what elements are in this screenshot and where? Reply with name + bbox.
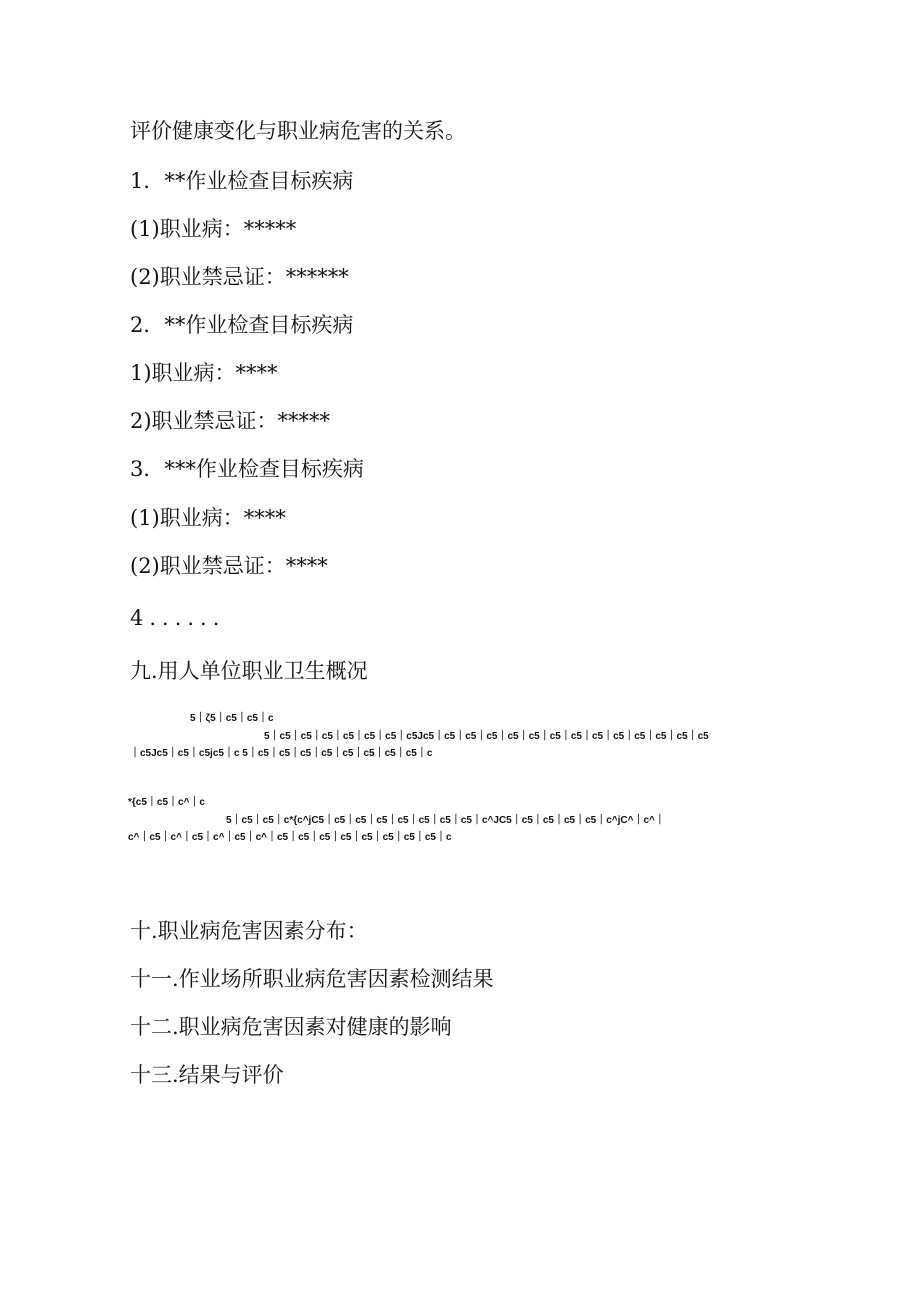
section-1-title: 1．**作业检查目标疾病 [130,169,354,193]
section-11-heading: 十一.作业场所职业病危害因素检测结果 [130,967,494,991]
section-1-item-1: (1)职业病：***** [130,217,297,241]
garbled-row: 5｜c5｜c5｜c*{c^jC5｜c5｜c5｜c5｜c5｜c5｜c5｜c5｜c^JC5｜c5｜c5｜c5｜c5｜c^jC^｜c^｜ [226,815,665,826]
garbled-row: c^｜c5｜c^｜c5｜c^｜c5｜c^｜c5｜c5｜c5｜c5｜c5｜c5｜c5｜c5｜c [128,832,452,843]
garbled-row: ｜c5Jc5｜c5｜c5jc5｜c 5｜c5｜c5｜c5｜c5｜c5｜c5｜c5｜c5｜c [130,748,433,759]
section-4-title: 4...... [130,606,226,630]
section-2-item-1: 1)职业病：**** [130,361,278,385]
section-13-heading: 十三.结果与评价 [130,1063,284,1087]
garbled-row: 5｜c5｜c5｜c5｜c5｜c5｜c5｜c5Jc5｜c5｜c5｜c5｜c5｜c5｜c5｜c5｜c5｜c5｜c5｜c5｜c5｜c5 [264,731,709,742]
section-1-item-2: (2)职业禁忌证：****** [130,265,349,289]
section-3-item-1: (1)职业病：**** [130,506,286,530]
section-9-heading: 九.用人单位职业卫生概况 [130,659,368,683]
section-3-title: 3．***作业检查目标疾病 [130,457,364,481]
section-12-heading: 十二.职业病危害因素对健康的影响 [130,1015,452,1039]
section-10-heading: 十.职业病危害因素分布： [130,919,368,943]
section-2-item-2: 2)职业禁忌证：***** [130,409,331,433]
intro-paragraph: 评价健康变化与职业病危害的关系。 [130,119,466,143]
section-2-title: 2．**作业检查目标疾病 [130,313,354,337]
garbled-row: 5｜ζ5｜c5｜c5｜c [190,713,274,724]
section-3-item-2: (2)职业禁忌证：**** [130,554,328,578]
garbled-row: *{c5｜c5｜c^｜c [128,797,205,808]
